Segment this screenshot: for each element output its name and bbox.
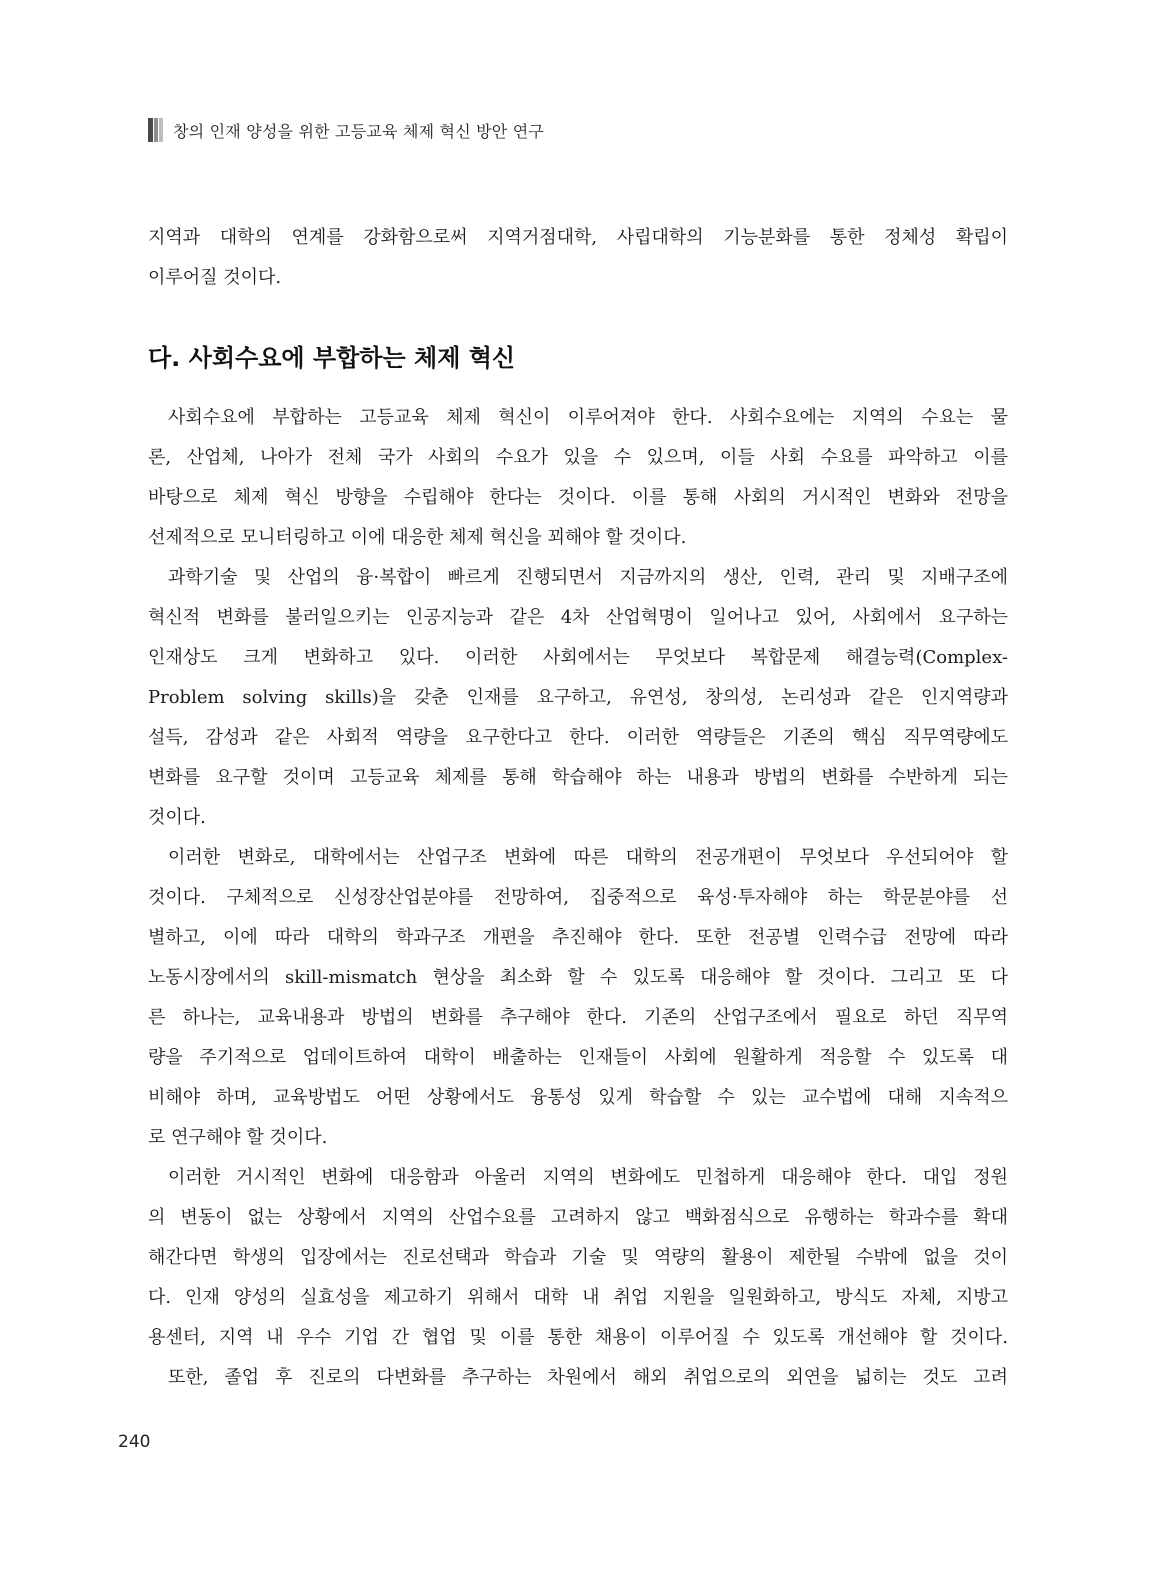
text-line: 사회수요에 부합하는 고등교육 체제 혁신이 이루어져야 한다. 사회수요에는 지역의 수요는 물 [168, 407, 1008, 428]
text-line: 이러한 거시적인 변화에 대응함과 아울러 지역의 변화에도 민첩하게 대응해야 한다. 대입 정원 [168, 1167, 1008, 1188]
text-line: 혁신적 변화를 불러일으키는 인공지능과 같은 4차 산업혁명이 일어나고 있어, 사회에서 요구하는 [148, 607, 1008, 628]
text-line: 론, 산업체, 나아가 전체 국가 사회의 수요가 있을 수 있으며, 이들 사회 수요를 파악하고 이를 [148, 447, 1008, 468]
running-header [148, 117, 544, 143]
text-line: 인재상도 크게 변화하고 있다. 이러한 사회에서는 무엇보다 복합문제 해결능력(Complex- [148, 647, 1008, 668]
text-line: 과학기술 및 산업의 융·복합이 빠르게 진행되면서 지금까지의 생산, 인력, 관리 및 지배구조에 [168, 567, 1008, 588]
intro-paragraph [148, 218, 1008, 298]
text-line: 의 변동이 없는 상황에서 지역의 산업수요를 고려하지 않고 백화점식으로 유행하는 학과수를 확대 [148, 1207, 1008, 1228]
text-line: 것이다. 구체적으로 신성장산업분야를 전망하여, 집중적으로 육성·투자해야 하는 학문분야를 선 [148, 887, 1008, 908]
text-line: 해간다면 학생의 입장에서는 진로선택과 학습과 기술 및 역량의 활용이 제한될 수밖에 없을 것이 [148, 1247, 1008, 1268]
text-line: 량을 주기적으로 업데이트하여 대학이 배출하는 인재들이 사회에 원활하게 적응할 수 있도록 대 [148, 1047, 1008, 1068]
text-line: 변화를 요구할 것이며 고등교육 체제를 통해 학습해야 하는 내용과 방법의 변화를 수반하게 되는 [148, 767, 1008, 788]
text-line: 비해야 하며, 교육방법도 어떤 상황에서도 융통성 있게 학습할 수 있는 교수법에 대해 지속적으 [148, 1087, 1008, 1108]
text-line: 별하고, 이에 따라 대학의 학과구조 개편을 추진해야 한다. 또한 전공별 인력수급 전망에 따라 [148, 927, 1008, 948]
body-text [148, 398, 1008, 1398]
page-number: 240 [118, 1432, 151, 1452]
text-line: 이러한 변화로, 대학에서는 산업구조 변화에 따른 대학의 전공개편이 무엇보다 우선되어야 할 [168, 847, 1008, 868]
text-line: Problem solving skills)을 갖춘 인재를 요구하고, 유연성, 창의성, 논리성과 같은 인지역량과 [148, 687, 1008, 708]
text-line: 로 연구해야 할 것이다. [148, 1127, 328, 1148]
text-line: 이루어질 것이다. [148, 267, 282, 288]
section-heading: 다. 사회수요에 부합하는 체제 혁신 [148, 344, 516, 372]
text-line: 선제적으로 모니터링하고 이에 대응한 체제 혁신을 꾀해야 할 것이다. [148, 527, 687, 548]
text-line: 바탕으로 체제 혁신 방향을 수립해야 한다는 것이다. 이를 통해 사회의 거시적인 변화와 전망을 [148, 487, 1008, 508]
header-bar-icon [148, 118, 163, 142]
text-line: 노동시장에서의 skill-mismatch 현상을 최소화 할 수 있도록 대응해야 할 것이다. 그리고 또 다 [148, 967, 1008, 988]
text-line: 다. 인재 양성의 실효성을 제고하기 위해서 대학 내 취업 지원을 일원화하고, 방식도 자체, 지방고 [148, 1287, 1008, 1308]
text-line: 용센터, 지역 내 우수 기업 간 협업 및 이를 통한 채용이 이루어질 수 있도록 개선해야 할 것이다. [148, 1327, 1008, 1348]
running-header-title: 창의 인재 양성을 위한 고등교육 체제 혁신 방안 연구 [173, 121, 545, 141]
text-line: 것이다. [148, 807, 206, 828]
text-line: 지역과 대학의 연계를 강화함으로써 지역거점대학, 사립대학의 기능분화를 통한 정체성 확립이 [148, 227, 1008, 248]
text-line: 른 하나는, 교육내용과 방법의 변화를 추구해야 한다. 기존의 산업구조에서 필요로 하던 직무역 [148, 1007, 1008, 1028]
text-line: 설득, 감성과 같은 사회적 역량을 요구한다고 한다. 이러한 역량들은 기존의 핵심 직무역량에도 [148, 727, 1008, 748]
text-line: 또한, 졸업 후 진로의 다변화를 추구하는 차원에서 해외 취업으로의 외연을 넓히는 것도 고려 [168, 1367, 1008, 1388]
